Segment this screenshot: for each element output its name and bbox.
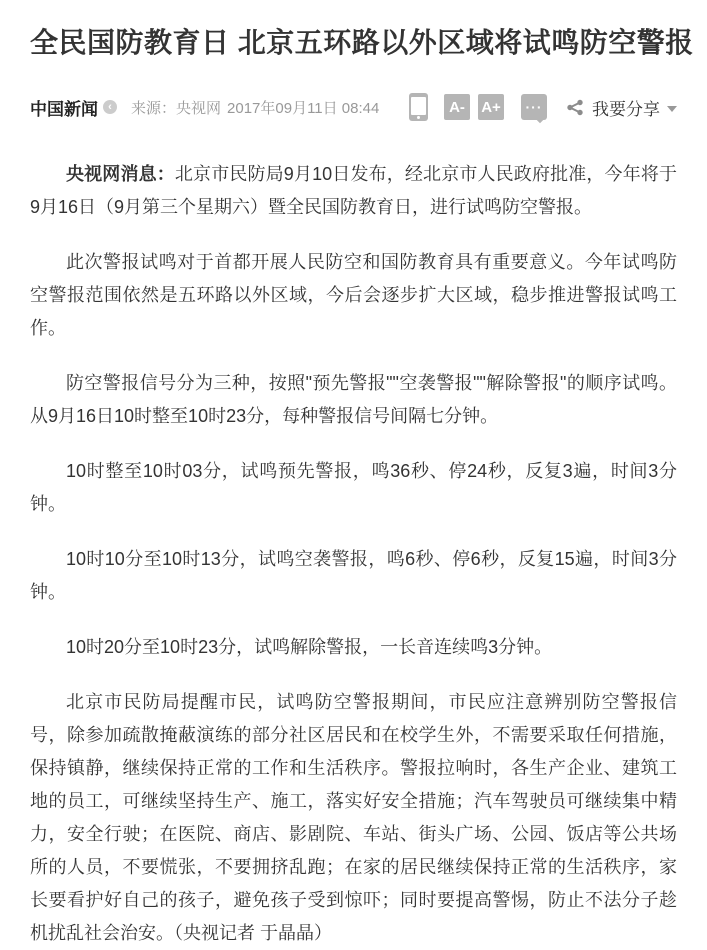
article-source: 来源：央视网 xyxy=(131,99,222,117)
article-body xyxy=(30,158,677,950)
share-label: 我要分享 xyxy=(592,99,660,119)
article-paragraph xyxy=(30,246,677,345)
paragraph-text: 10时整至10时03分，试鸣预先警报，鸣36秒、停24秒，反复3遍，时间3分钟。 xyxy=(30,461,677,514)
paragraph-text: 北京市民防局提醒市民，试鸣防空警报期间，市民应注意辨别防空警报信号，除参加疏散掩蔽演练的部分社区居民和在校学生外，不需要采取任何措施，保持镇静，继续保持正常的工作和生活秩序。警报拉响时，各生产企业、建筑工地的员工，可继续坚持生产、施工，落实好安全措施；汽车驾驶员可继续集中精力，安全行驶；在医院、商店、影剧院、车站、街头广场、公园、饭店等公共场所的人员，不要慌张，不要拥挤乱跑；在家的居民继续保持正常的生活秩序，家长要看护好自己的孩子，避免孩子受到惊吓；同时要提高警惕，防止不法分子趁机扰乱社会治安。（央视记者 于晶晶） xyxy=(30,692,677,943)
share-button[interactable] xyxy=(565,95,677,120)
article-paragraph xyxy=(30,631,677,664)
paragraph-text: 此次警报试鸣对于首都开展人民防空和国防教育具有重要意义。今年试鸣防空警报范围依然是五环路以外区域，今后会逐步扩大区域，稳步推进警报试鸣工作。 xyxy=(30,252,677,338)
article-paragraph xyxy=(30,686,677,950)
article-paragraph xyxy=(30,455,677,521)
article-paragraph xyxy=(30,543,677,609)
paragraph-text: 10时20分至10时23分，试鸣解除警报，一长音连续鸣3分钟。 xyxy=(66,637,553,657)
font-increase-button[interactable]: A+ xyxy=(478,94,504,120)
article-paragraph xyxy=(30,367,677,433)
paragraph-text: 防空警报信号分为三种，按照"预先警报""空袭警报""解除警报"的顺序试鸣。从9月16日10时整至10时23分，每种警报信号间隔七分钟。 xyxy=(30,373,677,426)
paragraph-text: 10时10分至10时13分，试鸣空袭警报，鸣6秒、停6秒，反复15遍，时间3分钟。 xyxy=(30,549,677,602)
paragraph-lead: 央视网消息： xyxy=(66,164,175,184)
article-meta-row xyxy=(30,92,677,122)
font-decrease-button[interactable]: A- xyxy=(444,94,470,120)
article-datetime: 2017年09月11日 08:44 xyxy=(227,99,380,117)
share-nodes-icon xyxy=(565,97,585,117)
caret-down-icon xyxy=(667,106,677,112)
meta-left xyxy=(30,95,379,120)
article-title: 全民国防教育日 北京五环路以外区域将试鸣防空警报 xyxy=(30,27,694,58)
comment-bubble-icon[interactable]: ··· xyxy=(521,94,547,120)
article-paragraph xyxy=(30,158,677,224)
chevron-left-circle-icon[interactable]: ‹ xyxy=(103,100,117,114)
paragraph-text: 北京市民防局9月10日发布，经北京市人民政府批准，今年将于9月16日（9月第三个星期六）暨全民国防教育日，进行试鸣防空警报。 xyxy=(30,164,678,217)
channel-link[interactable]: 中国新闻 xyxy=(30,99,98,119)
meta-toolbar xyxy=(409,93,677,121)
mobile-phone-icon[interactable] xyxy=(409,93,428,121)
article-page xyxy=(0,24,707,950)
